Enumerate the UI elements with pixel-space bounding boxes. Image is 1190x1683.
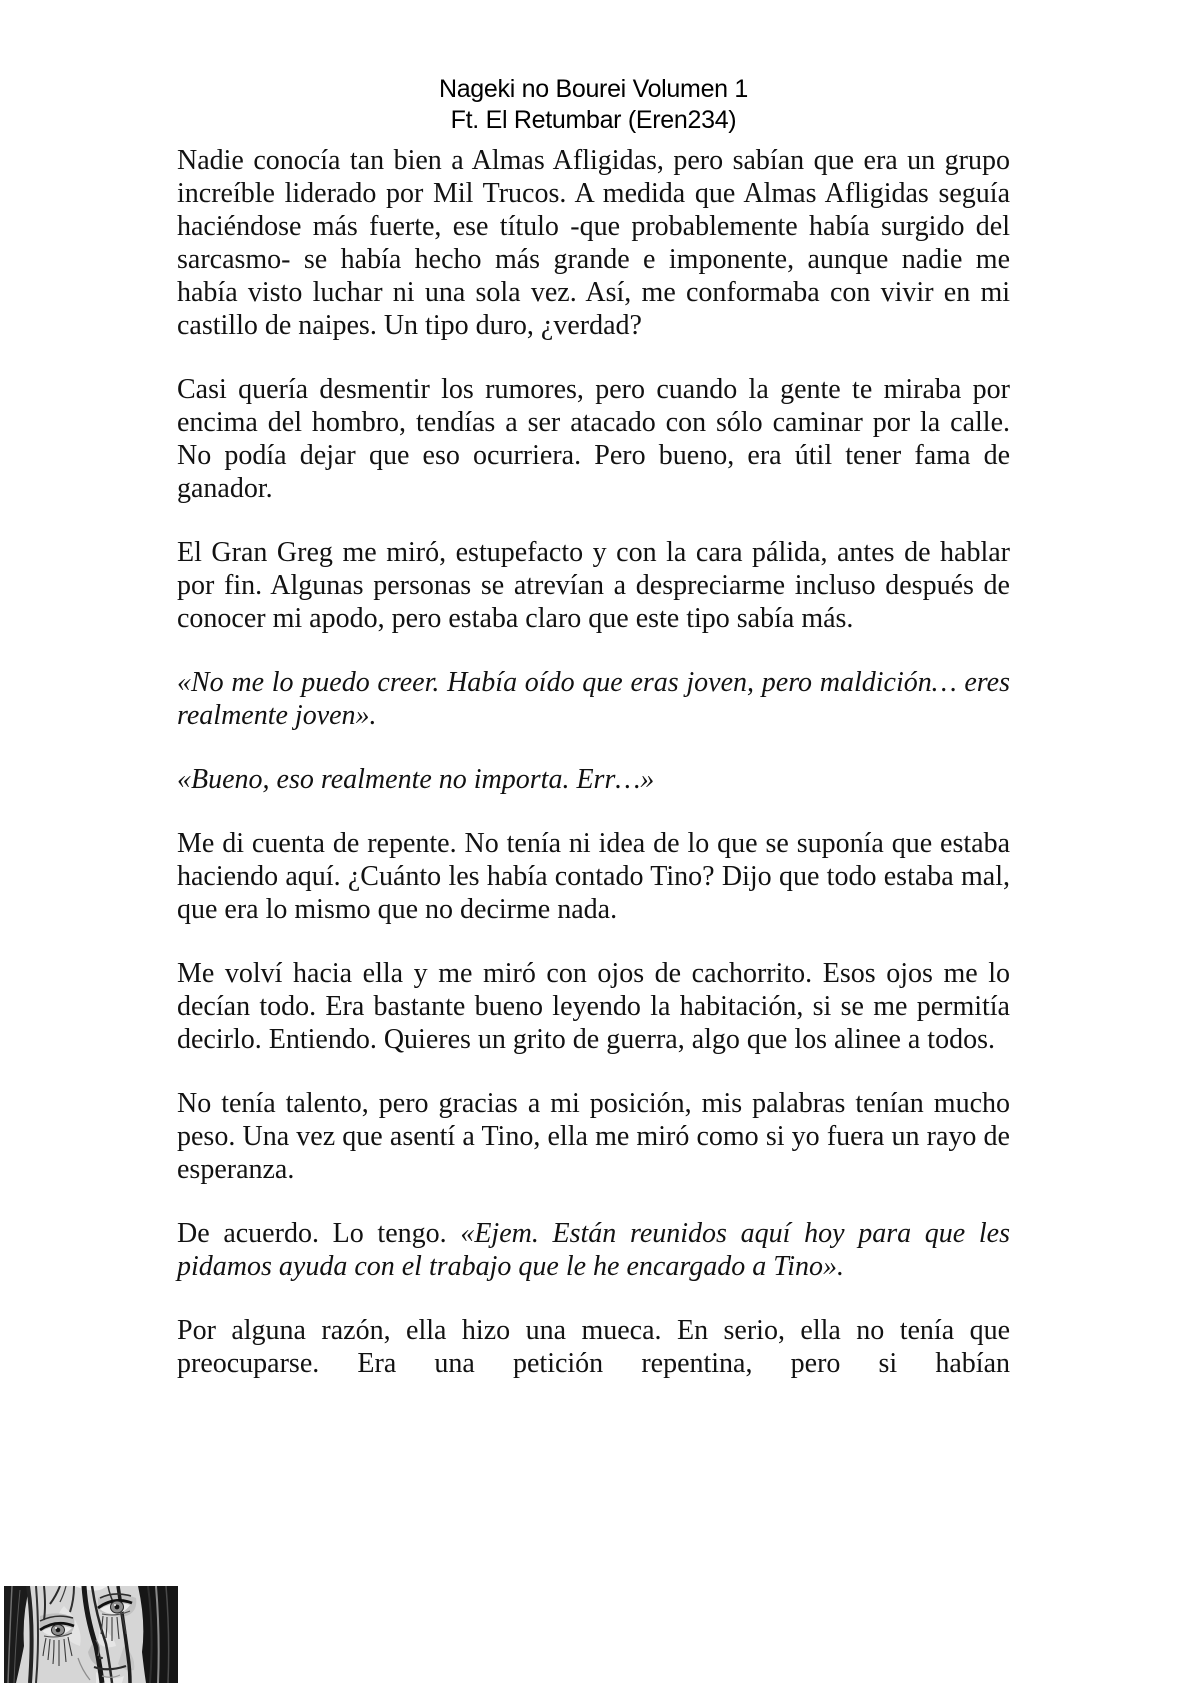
paragraph-8: No tenía talento, pero gracias a mi posición, mis palabras tenían mucho peso. Una vez que asentí a Tino, ella me miró como si yo fuera un rayo de esperanza.: [177, 1088, 1010, 1185]
paragraph-9-quote: «Ejem. Están reunidos aquí hoy para que les pidamos ayuda con el trabajo que le he encargado a Tino».: [177, 1218, 1011, 1282]
paragraph-9-narration: De acuerdo. Lo tengo.: [177, 1218, 461, 1249]
page-subtitle: Ft. El Retumbar (Eren234): [450, 106, 737, 134]
paragraph-3: El Gran Greg me miró, estupefacto y con la cara pálida, antes de hablar por fin. Algunas personas se atrevían a despreciarme incluso después de conocer mi apodo, pero estaba claro que este tipo sabía más.: [177, 537, 1010, 634]
manga-face-illustration: [4, 1586, 178, 1683]
paragraph-6: Me di cuenta de repente. No tenía ni idea de lo que se suponía que estaba haciendo aquí. ¿Cuánto les había contado Tino? Dijo que todo estaba mal, que era lo mismo que no decirme nada.: [177, 828, 1010, 925]
paragraph-5-quote: «Bueno, eso realmente no importa. Err…»: [177, 764, 655, 795]
paragraph-7: Me volví hacia ella y me miró con ojos de cachorrito. Esos ojos me lo decían todo. Era bastante bueno leyendo la habitación, si se me permitía decirlo. Entiendo. Quieres un grito de guerra, algo que los alinee a todos.: [177, 958, 1010, 1055]
hair-right-mass: [138, 1586, 178, 1683]
document-body-text: [177, 144, 1010, 1380]
page-title: Nageki no Bourei Volumen 1: [438, 75, 749, 103]
paragraph-2: Casi quería desmentir los rumores, pero cuando la gente te miraba por encima del hombro, tendías a ser atacado con sólo caminar por la calle. No podía dejar que eso ocurriera. Pero bueno, era útil tener fama de ganador.: [177, 374, 1010, 504]
paragraph-9: [177, 1217, 1010, 1283]
document-header: [177, 74, 1010, 136]
paragraph-1: Nadie conocía tan bien a Almas Afligidas, pero sabían que era un grupo increíble liderado por Mil Trucos. A medida que Almas Afligidas seguía haciéndose más fuerte, ese título -que probablemente había surgido del sarcasmo- se había hecho más grande e imponente, aunque nadie me había visto luchar ni una sola vez. Así, me conformaba con vivir en mi castillo de naipes. Un tipo duro, ¿verdad?: [177, 145, 1010, 341]
paragraph-10: Por alguna razón, ella hizo una mueca. En serio, ella no tenía que preocuparse. Era una petición repentina, pero si habían: [177, 1315, 1010, 1379]
manga-face-drawing: [4, 1586, 178, 1683]
paragraph-4-quote: «No me lo puedo creer. Había oído que eras joven, pero maldición… eres realmente joven».: [177, 667, 1010, 731]
